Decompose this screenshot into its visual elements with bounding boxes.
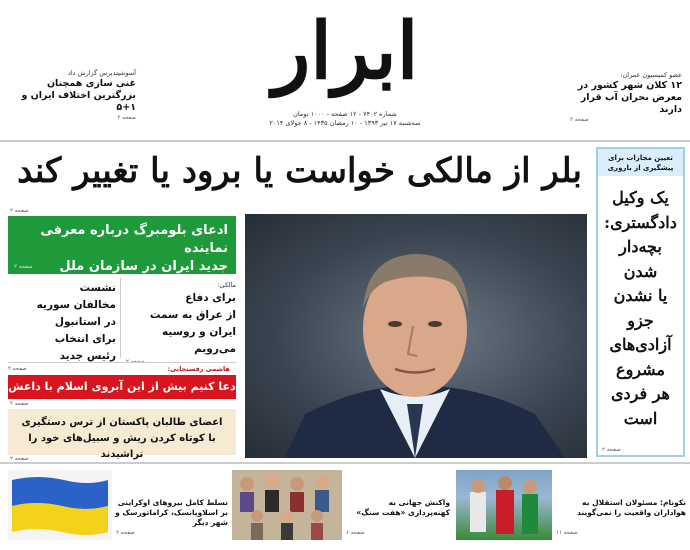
teaser-left-page: صفحه ۲ (117, 115, 136, 121)
portrait-illustration (245, 214, 587, 458)
column-divider (120, 278, 121, 358)
story-red-box[interactable]: دعا کنیم بیش از این آبروی اسلام با داعش (8, 375, 236, 399)
story-syria-line: در استانبول (54, 316, 116, 328)
teaser-left-headline: غنی سازی همچنان بزرگترین اختلاف ایران و ۱+۵ (21, 78, 136, 113)
story-maliki-line: برای دفاع (185, 292, 236, 304)
story-syria[interactable] (8, 280, 116, 374)
bottom-story-football[interactable] (456, 470, 686, 542)
dateline (250, 110, 440, 128)
story-maliki-kicker: مالکی: (217, 281, 236, 289)
story-syria-line: برای انتخاب (54, 333, 116, 345)
sidebar-line: جزو (627, 310, 654, 330)
teaser-right-headline: ۱۲ کلان شهر کشور در معرض بحران آب قرار دارند (577, 80, 682, 115)
sidebar-kicker: تعیین مجازات برای پیشگیری از باروری (598, 149, 683, 176)
football-thumbnail (456, 470, 552, 540)
dateline-issue: شماره ۷۴۰۲ - ۱۲ صفحه - ۱۰۰۰ تومان (293, 110, 397, 118)
bottom-football-page: صفحه ۱۱ (556, 530, 578, 536)
story-syria-page: صفحه ۲ (8, 366, 27, 372)
story-maliki[interactable] (126, 280, 236, 367)
masthead-divider (0, 140, 690, 142)
teaser-left-kicker: آسوشیتدپرس گزارش داد (67, 69, 136, 77)
story-syria-line: نشست (79, 282, 116, 294)
ukraine-flag-thumbnail (8, 470, 112, 540)
red-story-page: صفحه ۲ (10, 401, 29, 407)
beige-story-page: صفحه ۲ (10, 456, 29, 462)
story-green-box[interactable] (8, 216, 236, 274)
green-page: صفحه ۲ (14, 264, 33, 270)
story-maliki-line: می‌رویم (194, 343, 236, 355)
sidebar-line: هر فردی (611, 384, 670, 403)
teaser-right[interactable] (570, 70, 682, 125)
green-headline-line: ادعای بلومبرگ درباره معرفی نماینده (40, 223, 228, 256)
green-headline-line: جدید ایران در سازمان ملل (59, 259, 228, 274)
haft-sang-thumbnail (232, 470, 342, 540)
bottom-ukraine-headline: تسلط کامل نیروهای اوکراینی بر اسلاویانسک، کراماتورسک و شهر دیگر (115, 498, 228, 527)
sidebar-line: مشروع (616, 359, 665, 379)
sidebar-headline (598, 176, 683, 431)
newspaper-logo: ابرار (272, 6, 419, 97)
story-syria-line: رئیس جدید (59, 350, 116, 362)
bottom-haft-sang-headline: واکنش جهانی به کهنه‌پردازی «هفت سنگ» (356, 498, 450, 517)
bottom-story-ukraine[interactable] (8, 470, 228, 542)
beige-headline-line: اعضای طالبان پاکستان از ترس دستگیری (21, 417, 223, 428)
left-column-page: صفحه ۲ (10, 208, 29, 214)
bottom-strip-divider (0, 462, 690, 464)
teaser-right-kicker: عضو کمیسیون عمران: (620, 71, 682, 79)
teaser-right-page: صفحه ۲ (570, 117, 589, 123)
teaser-left[interactable] (8, 68, 136, 123)
sidebar-story[interactable] (596, 147, 685, 457)
dateline-date: سه‌شنبه ۱۷ تیر ۱۳۹۳ - ۱۰ رمضان ۱۴۳۵ - ۸ جولای ۲۰۱۴ (269, 119, 421, 127)
main-headline[interactable]: بلر از مالکی خواست یا برود یا تغییر کند (17, 151, 582, 191)
sidebar-line: شدن (623, 261, 658, 281)
sidebar-line: آزادی‌های (609, 335, 672, 354)
story-syria-line: مخالفان سوریه (36, 299, 116, 311)
sidebar-line: بچه‌دار (619, 237, 662, 256)
sidebar-line: است (623, 408, 658, 428)
sidebar-line: دادگستری: (604, 212, 677, 232)
bottom-story-haft-sang[interactable] (232, 470, 450, 542)
red-story-kicker: هاشمی رفسنجانی: (167, 365, 230, 373)
sidebar-line: یا نشدن (613, 286, 668, 305)
beige-headline-line: با کوتاه کردن ریش و سبیل‌های خود را تراشیدند (28, 433, 216, 460)
lead-photo[interactable] (245, 214, 587, 458)
sidebar-line: یک وکیل (612, 188, 669, 207)
story-maliki-line: از عراق به سمت (149, 309, 236, 321)
story-maliki-line: ایران و روسیه (161, 326, 236, 338)
bottom-football-headline: نکونام: مسئولان استقلال به هواداران واقعیت را نمی‌گویند (577, 498, 686, 517)
story-divider (8, 362, 236, 363)
bottom-ukraine-page: صفحه ۲ (116, 530, 135, 536)
bottom-haft-sang-page: صفحه ۶ (346, 530, 365, 536)
sidebar-page: صفحه ۲ (602, 447, 621, 453)
